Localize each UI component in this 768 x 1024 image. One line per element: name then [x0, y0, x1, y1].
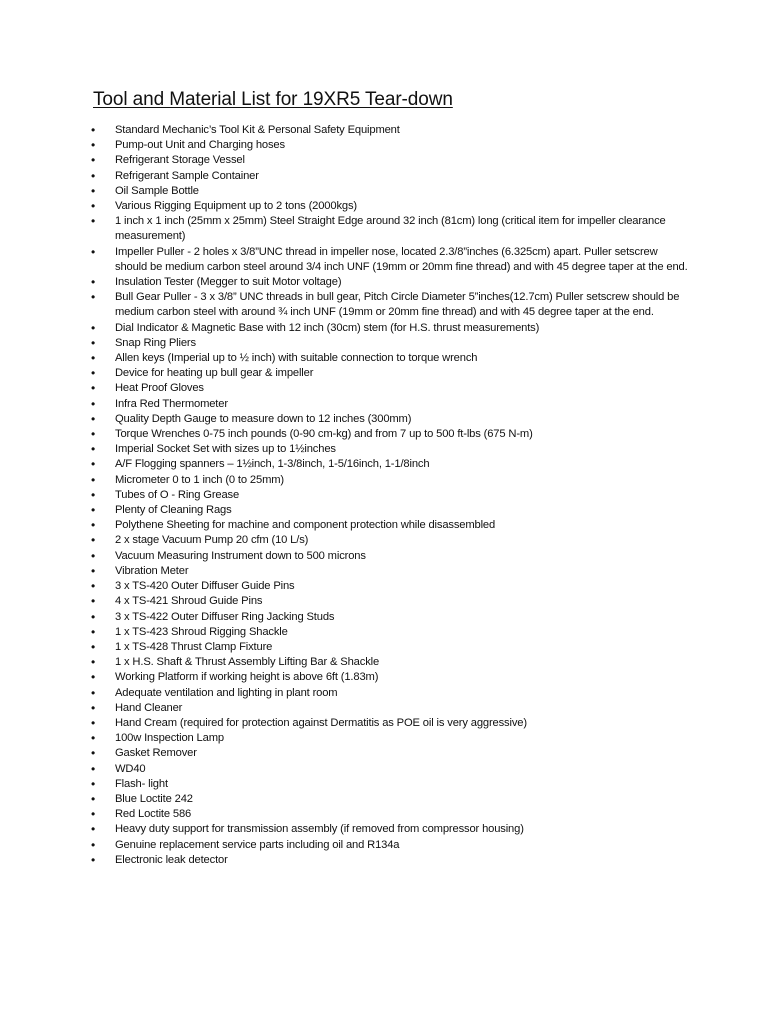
list-item: [91, 564, 691, 579]
bullet-icon: •: [91, 381, 96, 396]
list-item: [91, 153, 691, 168]
list-item-text: 1 x TS-428 Thrust Clamp Fixture: [115, 640, 273, 653]
list-item-text: Refrigerant Storage Vessel: [115, 154, 245, 167]
bullet-icon: •: [91, 822, 96, 837]
bullet-icon: •: [91, 153, 96, 168]
list-item: [91, 351, 691, 366]
bullet-icon: •: [91, 472, 96, 487]
list-item: [91, 184, 691, 199]
list-item-text: 100w Inspection Lamp: [115, 732, 224, 745]
list-item-text: 1 x TS-423 Shroud Rigging Shackle: [115, 625, 288, 638]
bullet-icon: •: [91, 791, 96, 806]
list-item-text: Device for heating up bull gear & impeller: [115, 367, 314, 380]
bullet-icon: •: [91, 670, 96, 685]
bullet-icon: •: [91, 700, 96, 715]
list-item: [91, 503, 691, 518]
list-item: [91, 579, 691, 594]
list-item-text: Allen keys (Imperial up to ½ inch) with suitable connection to torque wrench: [115, 352, 478, 365]
bullet-icon: •: [91, 351, 96, 366]
list-item: [91, 518, 691, 533]
list-item-text: Snap Ring Pliers: [115, 336, 196, 349]
bullet-icon: •: [91, 183, 96, 198]
bullet-icon: •: [91, 533, 96, 548]
list-item-text: A/F Flogging spanners – 1½inch, 1-3/8inch, 1-5/16inch, 1-1/8inch: [115, 458, 430, 471]
list-item: [91, 473, 691, 488]
bullet-icon: •: [91, 639, 96, 654]
list-item: [91, 762, 691, 777]
list-item-text: Hand Cream (required for protection against Dermatitis as POE oil is very aggressive): [115, 716, 527, 729]
list-item-text: Quality Depth Gauge to measure down to 12 inches (300mm): [115, 412, 412, 425]
list-item: [91, 822, 691, 837]
list-item-text: Hand Cleaner: [115, 701, 183, 714]
bullet-icon: •: [91, 655, 96, 670]
list-item-text: 3 x TS-420 Outer Diffuser Guide Pins: [115, 580, 295, 593]
list-item-text: Blue Loctite 242: [115, 792, 193, 805]
list-item-text: Vacuum Measuring Instrument down to 500 microns: [115, 549, 366, 562]
bullet-icon: •: [91, 579, 96, 594]
list-item: [91, 275, 691, 290]
list-item-text: Vibration Meter: [115, 564, 189, 577]
list-item-text: Red Loctite 586: [115, 808, 192, 821]
list-item-text: Torque Wrenches 0-75 inch pounds (0-90 cm-kg) and from 7 up to 500 ft-lbs (675 N-m): [115, 428, 533, 441]
list-item: [91, 670, 691, 685]
list-item-text: Heavy duty support for transmission assembly (if removed from compressor housing): [115, 823, 524, 836]
bullet-icon: •: [91, 746, 96, 761]
list-item: [91, 777, 691, 792]
list-item-text: 1 x H.S. Shaft & Thrust Assembly Lifting Bar & Shackle: [115, 656, 380, 669]
bullet-icon: •: [91, 320, 96, 335]
bullet-icon: •: [91, 548, 96, 563]
list-item: [91, 366, 691, 381]
list-item-text: Genuine replacement service parts including oil and R134a: [115, 838, 400, 851]
tool-material-list: [91, 123, 691, 868]
list-item: [91, 138, 691, 153]
list-item-text: Working Platform if working height is above 6ft (1.83m): [115, 671, 379, 684]
list-item: [91, 655, 691, 670]
bullet-icon: •: [91, 685, 96, 700]
bullet-icon: •: [91, 427, 96, 442]
list-item-text: Oil Sample Bottle: [115, 184, 199, 197]
bullet-icon: •: [91, 761, 96, 776]
list-item-text: Infra Red Thermometer: [115, 397, 228, 410]
list-item: [91, 488, 691, 503]
list-item: [91, 214, 691, 244]
list-item: [91, 731, 691, 746]
bullet-icon: •: [91, 138, 96, 153]
list-item: [91, 397, 691, 412]
document-title: Tool and Material List for 19XR5 Tear-down: [93, 89, 453, 110]
list-item-text: Tubes of O - Ring Grease: [115, 488, 240, 501]
bullet-icon: •: [91, 457, 96, 472]
list-item: [91, 321, 691, 336]
list-item-text: Polythene Sheeting for machine and component protection while disassembled: [115, 519, 496, 532]
list-item: [91, 381, 691, 396]
bullet-icon: •: [91, 487, 96, 502]
bullet-icon: •: [91, 199, 96, 214]
list-item: [91, 686, 691, 701]
list-item-text: Adequate ventilation and lighting in plant room: [115, 686, 338, 699]
list-item-text: Plenty of Cleaning Rags: [115, 504, 232, 517]
list-item: [91, 169, 691, 184]
list-item: [91, 290, 691, 320]
list-item: [91, 640, 691, 655]
bullet-icon: •: [91, 168, 96, 183]
bullet-icon: •: [91, 366, 96, 381]
bullet-icon: •: [91, 609, 96, 624]
bullet-icon: •: [91, 731, 96, 746]
list-item-text: 1 inch x 1 inch (25mm x 25mm) Steel Straight Edge around 32 inch (81cm) long (critical item for impeller clearance measurement): [115, 215, 666, 243]
list-item-text: Imperial Socket Set with sizes up to 1½inches: [115, 443, 336, 456]
list-item-text: 3 x TS-422 Outer Diffuser Ring Jacking Studs: [115, 610, 335, 623]
bullet-icon: •: [91, 852, 96, 867]
bullet-icon: •: [91, 807, 96, 822]
bullet-icon: •: [91, 715, 96, 730]
bullet-icon: •: [91, 563, 96, 578]
list-item-text: Impeller Puller - 2 holes x 3/8”UNC thread in impeller nose, located 2.3/8”inches (6.325cm) apart. Puller setscrew should be medium carbon steel around 3/4 inch UNF (19mm or 20mm fine thread) and with 45 degree taper at the end.: [115, 245, 688, 273]
bullet-icon: •: [91, 624, 96, 639]
list-item: [91, 594, 691, 609]
list-item-text: 4 x TS-421 Shroud Guide Pins: [115, 595, 263, 608]
list-item: [91, 427, 691, 442]
list-item-text: Standard Mechanic’s Tool Kit & Personal Safety Equipment: [115, 124, 400, 136]
list-item-text: Flash- light: [115, 777, 168, 790]
list-item: [91, 336, 691, 351]
list-item-text: Bull Gear Puller - 3 x 3/8” UNC threads in bull gear, Pitch Circle Diameter 5”inches(12.7cm) Puller setscrew should be medium carbon steel with around ¾ inch UNF (19mm or 20mm fine thread) and with 45 degree taper at the end.: [115, 291, 680, 319]
list-item-text: Pump-out Unit and Charging hoses: [115, 139, 285, 152]
list-item-text: WD40: [115, 762, 146, 775]
bullet-icon: •: [91, 442, 96, 457]
bullet-icon: •: [91, 594, 96, 609]
list-item-text: Refrigerant Sample Container: [115, 169, 259, 182]
bullet-icon: •: [91, 244, 96, 259]
list-item: [91, 701, 691, 716]
bullet-icon: •: [91, 214, 96, 229]
list-item: [91, 549, 691, 564]
list-item-text: Various Rigging Equipment up to 2 tons (2000kgs): [115, 200, 357, 213]
list-item-text: Gasket Remover: [115, 747, 197, 760]
list-item: [91, 716, 691, 731]
bullet-icon: •: [91, 275, 96, 290]
bullet-icon: •: [91, 290, 96, 305]
list-item: [91, 838, 691, 853]
bullet-icon: •: [91, 776, 96, 791]
list-item: [91, 853, 691, 868]
list-item-text: Dial Indicator & Magnetic Base with 12 inch (30cm) stem (for H.S. thrust measurements): [115, 321, 540, 334]
list-item: [91, 807, 691, 822]
list-item: [91, 123, 691, 138]
list-item-text: Micrometer 0 to 1 inch (0 to 25mm): [115, 473, 284, 486]
bullet-icon: •: [91, 123, 96, 137]
list-item-text: 2 x stage Vacuum Pump 20 cfm (10 L/s): [115, 534, 309, 547]
bullet-icon: •: [91, 837, 96, 852]
bullet-icon: •: [91, 503, 96, 518]
list-item-text: Electronic leak detector: [115, 853, 228, 866]
list-item: [91, 412, 691, 427]
list-item: [91, 245, 691, 275]
bullet-icon: •: [91, 335, 96, 350]
list-item: [91, 792, 691, 807]
bullet-icon: •: [91, 518, 96, 533]
bullet-icon: •: [91, 411, 96, 426]
list-item: [91, 199, 691, 214]
list-item: [91, 457, 691, 472]
list-item: [91, 746, 691, 761]
list-item-text: Insulation Tester (Megger to suit Motor voltage): [115, 276, 342, 289]
list-item-text: Heat Proof Gloves: [115, 382, 204, 395]
list-item: [91, 625, 691, 640]
list-item: [91, 610, 691, 625]
bullet-icon: •: [91, 396, 96, 411]
list-item: [91, 533, 691, 548]
list-item: [91, 442, 691, 457]
